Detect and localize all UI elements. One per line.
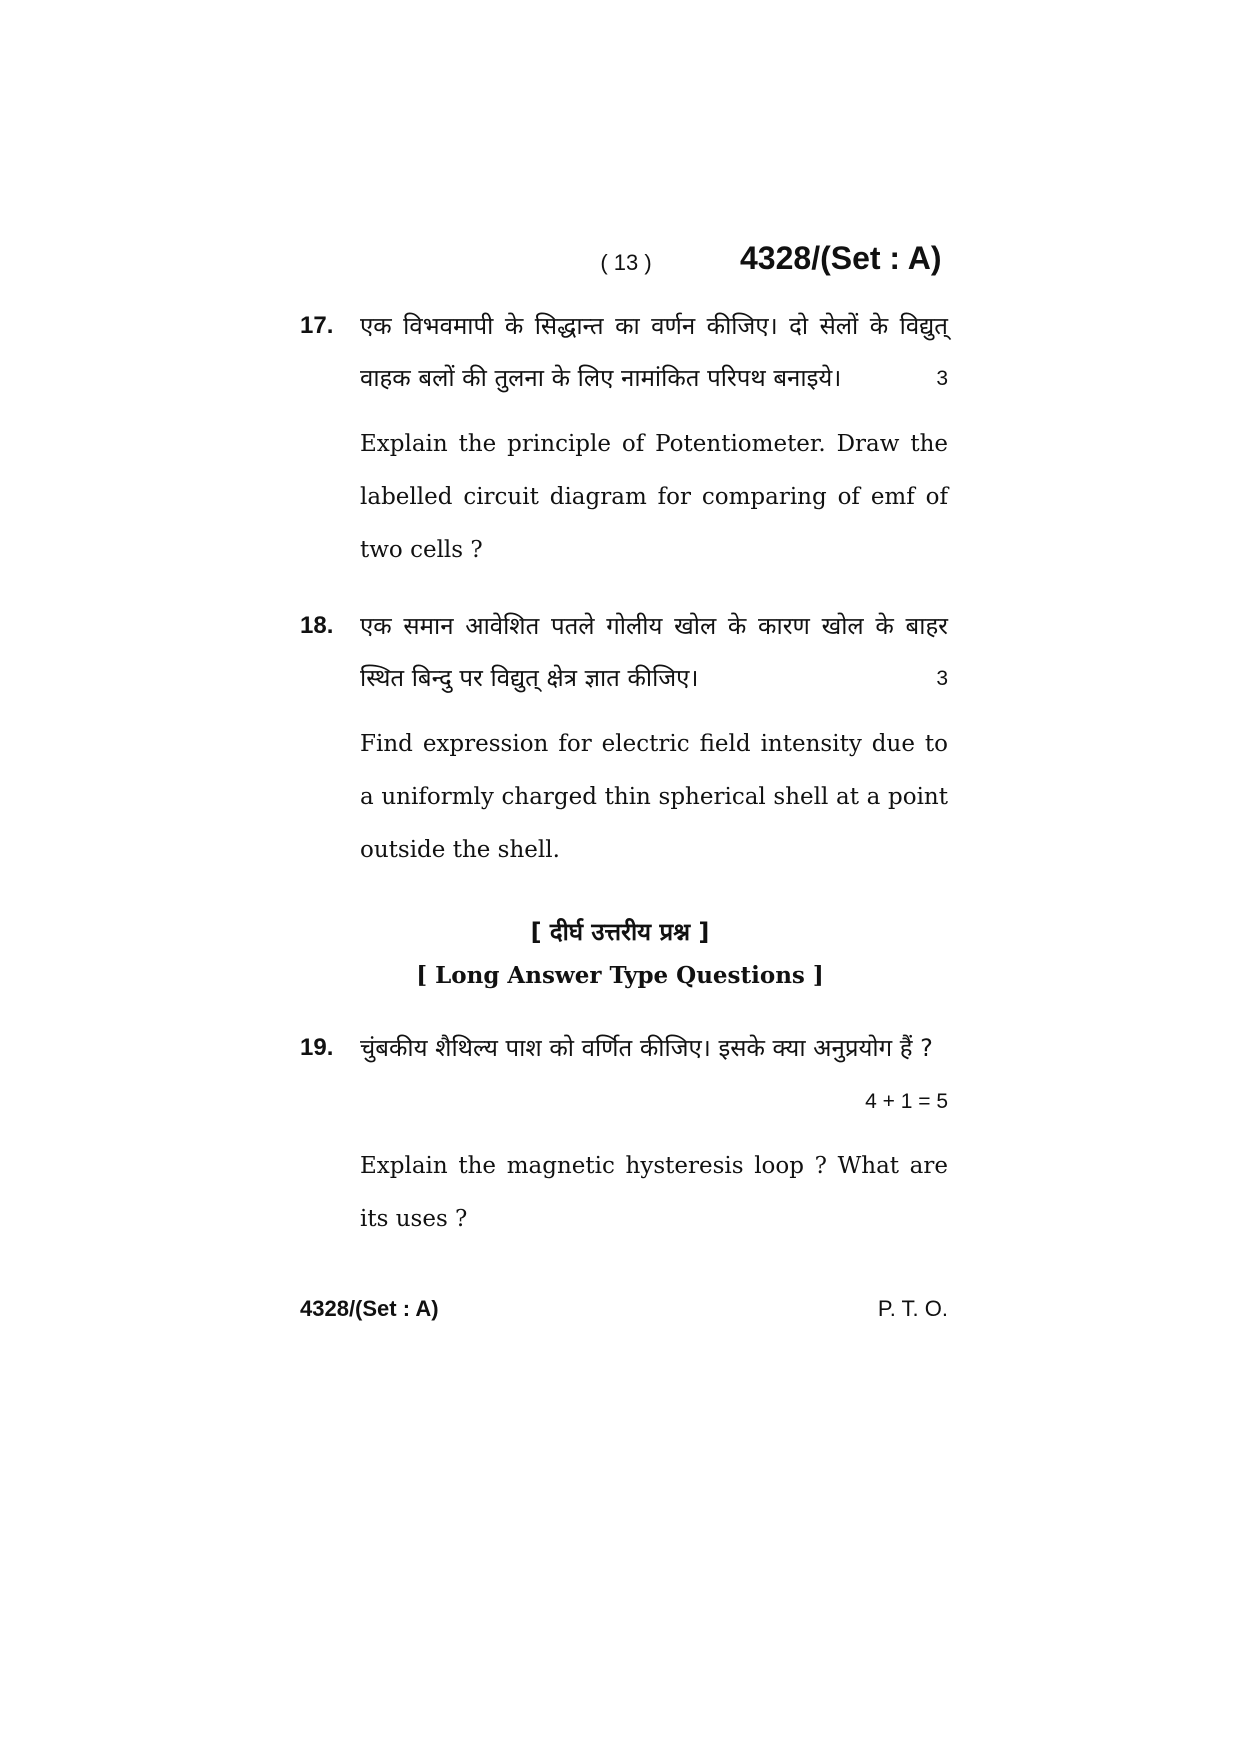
question-marks: 3 [936,667,948,690]
question-hindi-text: एक विभवमापी के सिद्धान्त का वर्णन कीजिए। दो सेलों के विद्युत् वाहक बलों की तुलना के लिए नामांकित परिपथ बनाइये। [360,312,948,392]
question-number: 17. [300,312,334,339]
page-number: ( 13 ) [600,250,652,275]
question-number: 18. [300,612,334,639]
footer-pto: P. T. O. [877,1296,948,1321]
section-title-english: [ Long Answer Type Questions ] [416,962,824,989]
footer-paper-code: 4328/(Set : A) [300,1296,439,1321]
question-hindi-text: चुंबकीय शैथिल्य पाश को वर्णित कीजिए। इसके क्या अनुप्रयोग हैं ? [360,1034,933,1062]
question-english-text: Explain the principle of Potentiometer. Draw the labelled circuit diagram for comparing of emf of two cells ? [360,431,948,563]
question-marks: 3 [936,367,948,390]
paper-code-header: 4328/(Set : A) [740,240,942,276]
question-english-text: Explain the magnetic hysteresis loop ? What are its uses ? [360,1153,948,1232]
question-number: 19. [300,1034,334,1061]
section-title-hindi: [ दीर्घ उत्तरीय प्रश्न ] [530,918,710,946]
question-hindi-text: एक समान आवेशित पतले गोलीय खोल के कारण खोल के बाहर स्थित बिन्दु पर विद्युत् क्षेत्र ज्ञात कीजिए। [360,612,948,692]
question-english-text: Find expression for electric field intensity due to a uniformly charged thin spherical shell at a point outside the shell. [360,731,948,863]
question-marks: 4 + 1 = 5 [865,1090,948,1113]
